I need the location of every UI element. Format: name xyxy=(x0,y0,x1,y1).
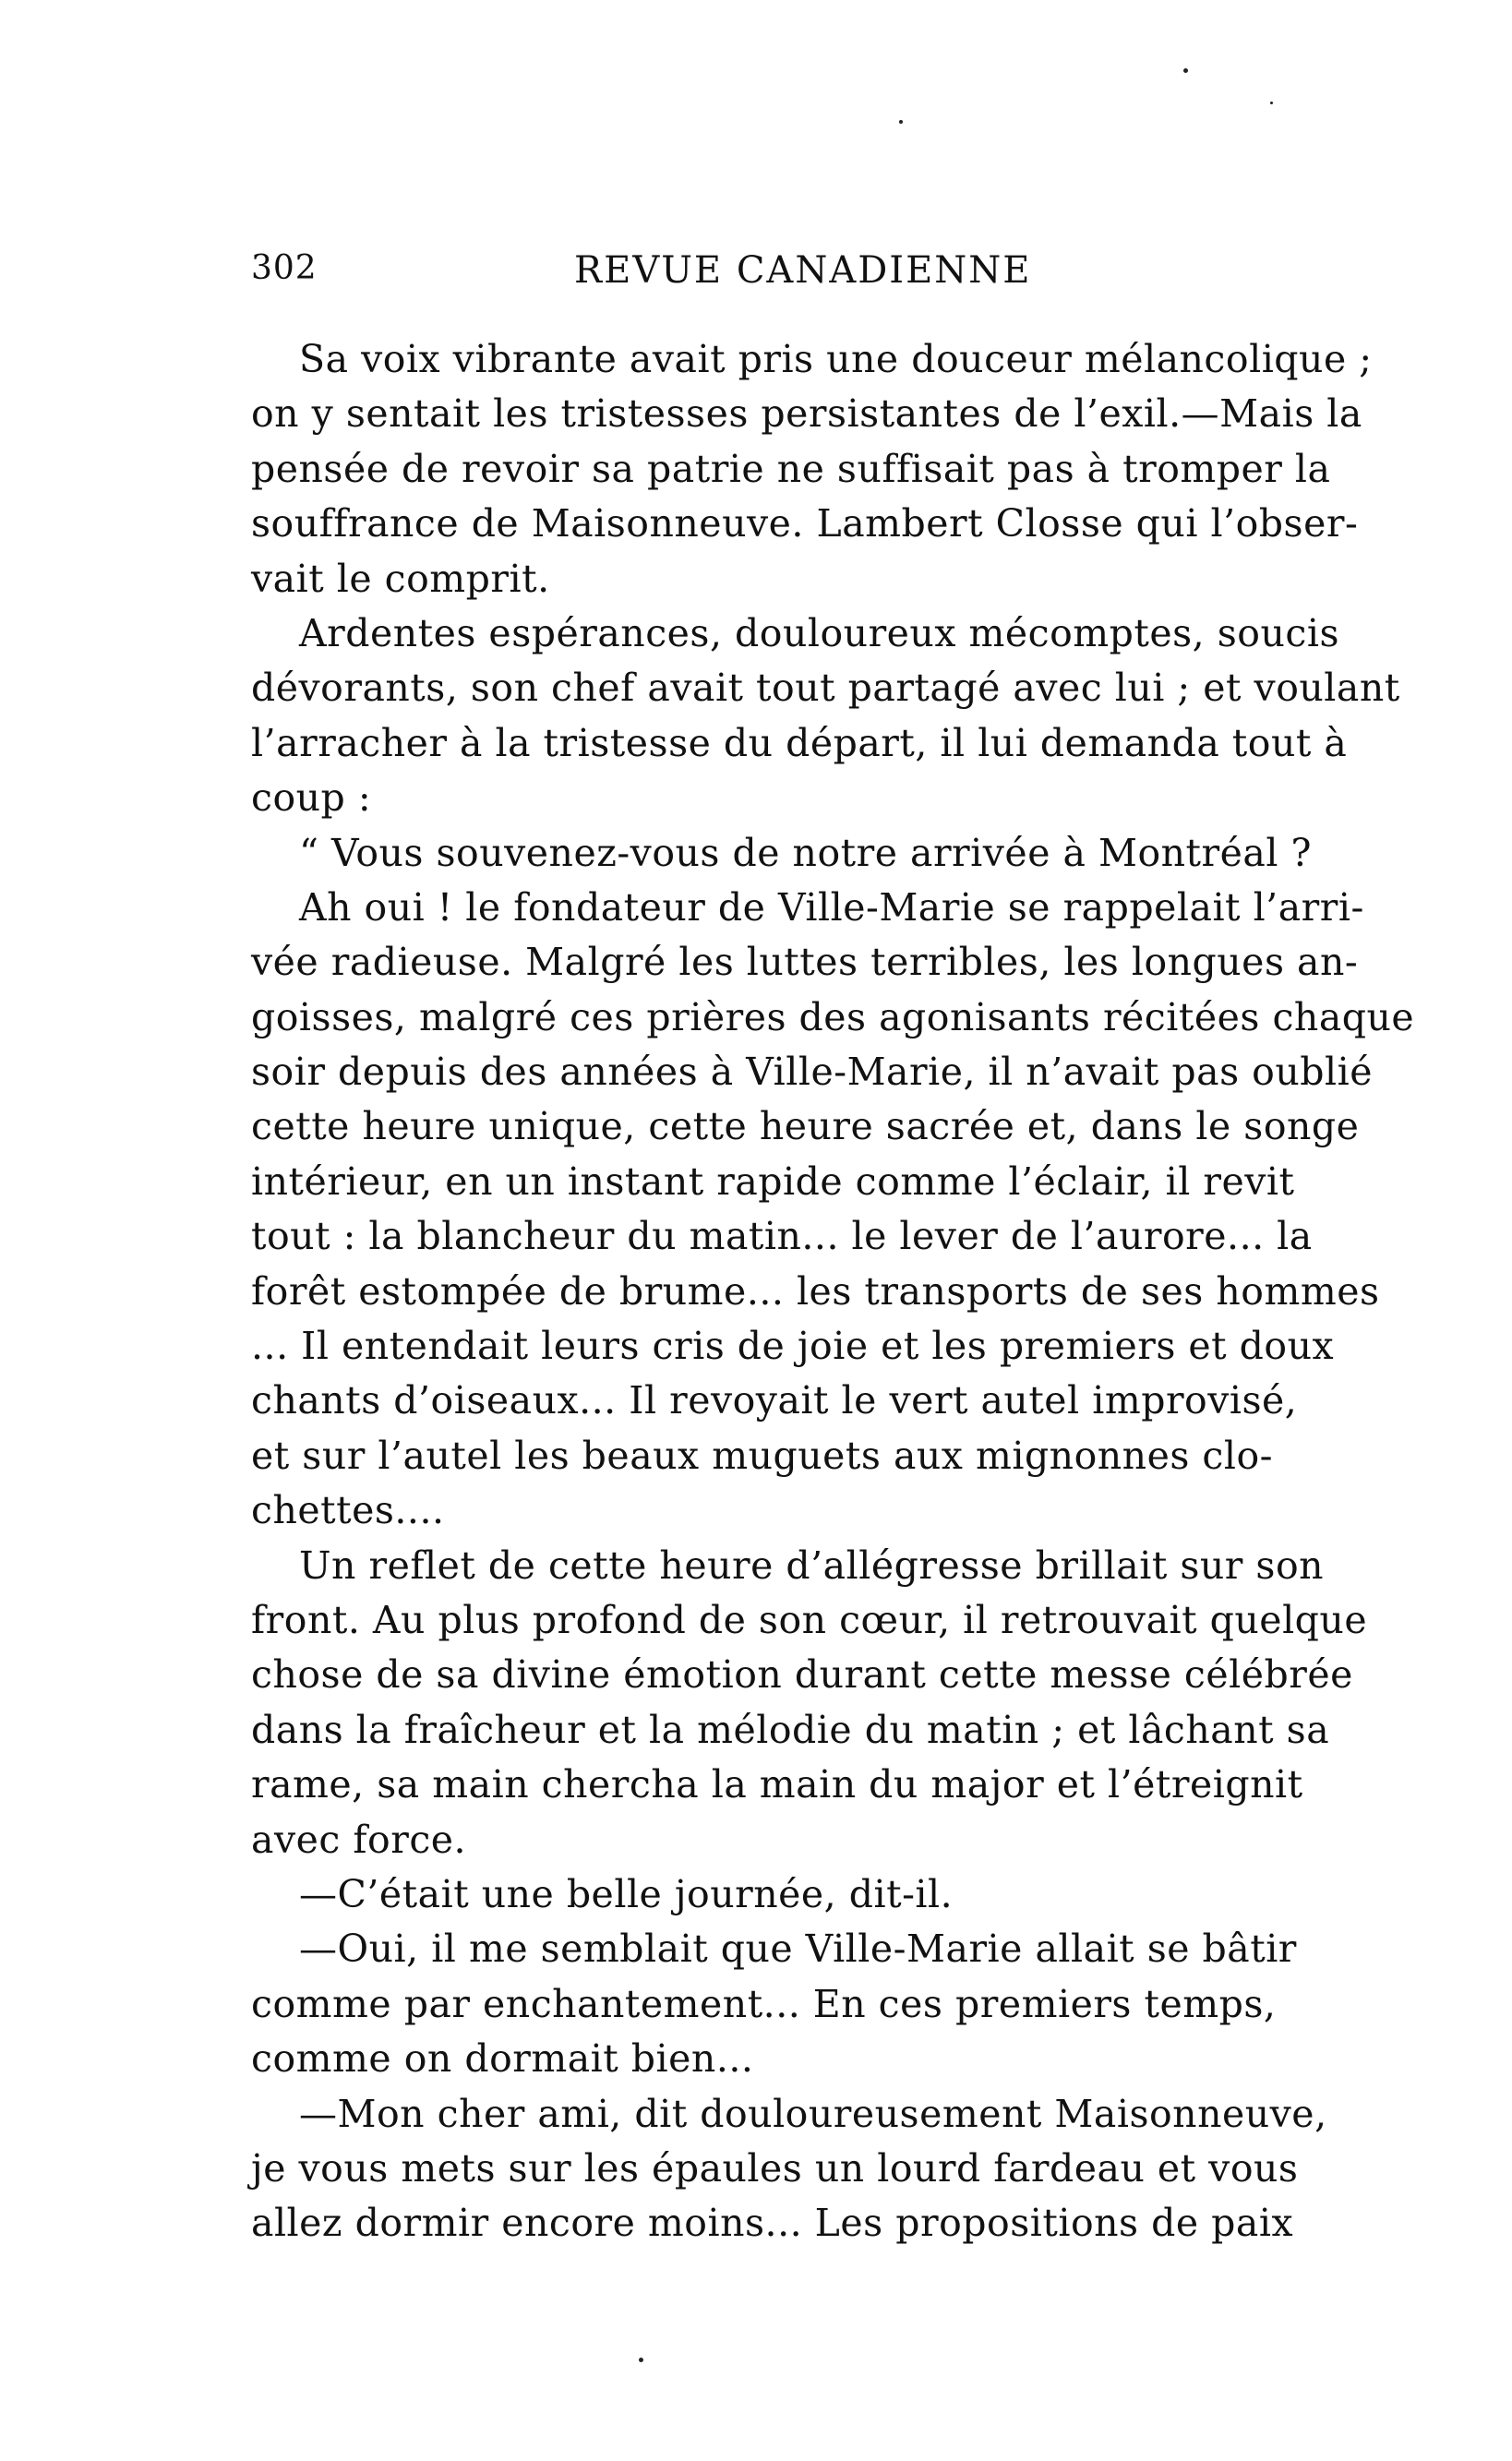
text-line: vée radieuse. Malgré les luttes terribles, les longues an- xyxy=(251,940,1359,985)
text-line: comme par enchantement... En ces premiers temps, xyxy=(251,1981,1277,2026)
text-line: allez dormir encore moins... Les propositions de paix xyxy=(251,2201,1294,2246)
text-line: comme on dormait bien... xyxy=(251,2036,754,2082)
text-line: rame, sa main chercha la main du major et l’étreignit xyxy=(251,1762,1303,1807)
text-line: chants d’oiseaux... Il revoyait le vert autel improvisé, xyxy=(251,1378,1298,1423)
text-line: —Mon cher ami, dit douloureusement Maisonneuve, xyxy=(299,2091,1327,2136)
text-line: front. Au plus profond de son cœur, il retrouvait quelque xyxy=(251,1597,1368,1642)
ink-speck xyxy=(899,120,903,124)
text-line: pensée de revoir sa patrie ne suffisait pas à tromper la xyxy=(251,446,1331,491)
text-line: avec force. xyxy=(251,1817,467,1862)
text-line: et sur l’autel les beaux muguets aux mignonnes clo- xyxy=(251,1433,1274,1478)
text-line: chettes.... xyxy=(251,1488,445,1533)
text-line: dans la fraîcheur et la mélodie du matin ; et lâchant sa xyxy=(251,1707,1330,1752)
page-header xyxy=(251,249,1285,305)
page-number: 302 xyxy=(251,249,318,287)
text-line: Un reflet de cette heure d’allégresse brillait sur son xyxy=(299,1543,1325,1588)
text-line: dévorants, son chef avait tout partagé avec lui ; et voulant xyxy=(251,666,1400,711)
text-line: —Oui, il me semblait que Ville-Marie allait se bâtir xyxy=(299,1927,1297,1972)
text-line: cette heure unique, cette heure sacrée et, dans le songe xyxy=(251,1104,1360,1149)
text-line: l’arracher à la tristesse du départ, il lui demanda tout à xyxy=(251,720,1348,765)
text-line: chose de sa divine émotion durant cette messe célébrée xyxy=(251,1652,1353,1698)
text-line: forêt estompée de brume... les transports de ses hommes xyxy=(251,1268,1380,1314)
text-line: soir depuis des années à Ville-Marie, il n’avait pas oublié xyxy=(251,1050,1373,1095)
body-text xyxy=(251,332,1414,2251)
text-line: “ Vous souvenez-vous de notre arrivée à Montréal ? xyxy=(299,830,1312,875)
text-line: je vous mets sur les épaules un lourd fardeau et vous xyxy=(251,2145,1299,2191)
ink-speck xyxy=(1270,102,1273,104)
running-title: REVUE CANADIENNE xyxy=(574,249,1032,292)
text-line: Ardentes espérances, douloureux mécomptes, soucis xyxy=(299,610,1339,655)
text-line: ... Il entendait leurs cris de joie et les premiers et doux xyxy=(251,1324,1335,1369)
text-line: intérieur, en un instant rapide comme l’éclair, il revit xyxy=(251,1158,1295,1204)
text-line: Ah oui ! le fondateur de Ville-Marie se rappelait l’arri- xyxy=(299,884,1364,930)
ink-speck xyxy=(639,2358,643,2362)
text-line: tout : la blancheur du matin... le lever de l’aurore... la xyxy=(251,1214,1313,1259)
ink-speck xyxy=(1183,68,1188,73)
text-line: on y sentait les tristesses persistantes de l’exil.—Mais la xyxy=(251,391,1362,437)
text-line: coup : xyxy=(251,775,372,821)
text-line: —C’était une belle journée, dit-il. xyxy=(299,1871,954,1916)
text-line: Sa voix vibrante avait pris une douceur mélancolique ; xyxy=(299,337,1373,381)
text-line: vait le comprit. xyxy=(251,556,550,601)
text-line: souffrance de Maisonneuve. Lambert Closse qui l’obser- xyxy=(251,501,1359,546)
text-line: goisses, malgré ces prières des agonisants récitées chaque xyxy=(251,994,1415,1039)
